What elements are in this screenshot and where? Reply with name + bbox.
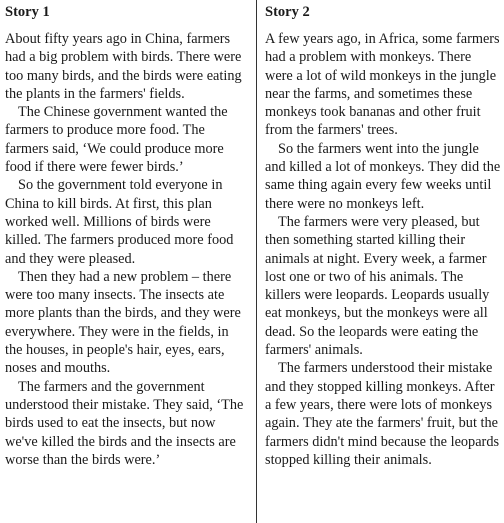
column-divider	[256, 0, 257, 523]
story-2-paragraph: A few years ago, in Africa, some farmers had a problem with monkeys. There were a lot of wild monkeys in the jungle near the farms, and sometimes these monkeys took bananas and other fruit from the farmers' trees.	[265, 31, 500, 139]
story-2-paragraph: So the farmers went into the jungle and killed a lot of monkeys. They did the same thing again every few weeks until there were no monkeys left.	[265, 140, 501, 212]
story-1-column	[5, 3, 245, 469]
story-1-title: Story 1	[5, 4, 50, 20]
story-1-paragraph: The Chinese government wanted the farmers to produce more food. The farmers said, ‘We could produce more food if there were fewer birds.’	[5, 104, 228, 176]
story-2-column	[265, 3, 501, 469]
story-2-title: Story 2	[265, 4, 310, 20]
story-1-paragraph: So the government told everyone in China to kill birds. At first, this plan worked well. Millions of birds were killed. The farmers produced more food and they were pleased.	[5, 177, 234, 267]
story-1-paragraph: About fifty years ago in China, farmers had a big problem with birds. There were too many birds, and the birds were eating the plants in the farmers' fields.	[5, 31, 242, 102]
story-1-paragraph: Then they had a new problem – there were too many insects. The insects ate more plants than the birds, and they were everywhere. They were in the fields, in the houses, in people's hair, eyes, ears, noses and mouths.	[5, 268, 241, 377]
story-2-paragraph: The farmers were very pleased, but then something started killing their animals at night. Every week, a farmer lost one or two of his animals. The killers were leopards. Leopards usually eat monkeys, but the monkeys were all dead. So the leopards were eating the farmers' animals.	[265, 213, 490, 359]
story-1-paragraph: The farmers and the government understood their mistake. They said, ‘The birds used to eat the insects, but now we've killed the birds and the insects are worse than the birds were.’	[5, 378, 244, 468]
story-2-paragraph: The farmers understood their mistake and they stopped killing monkeys. After a few years, there were lots of monkeys again. They ate the farmers' fruit, but the farmers didn't mind because the leopards stopped killing their animals.	[265, 360, 500, 468]
